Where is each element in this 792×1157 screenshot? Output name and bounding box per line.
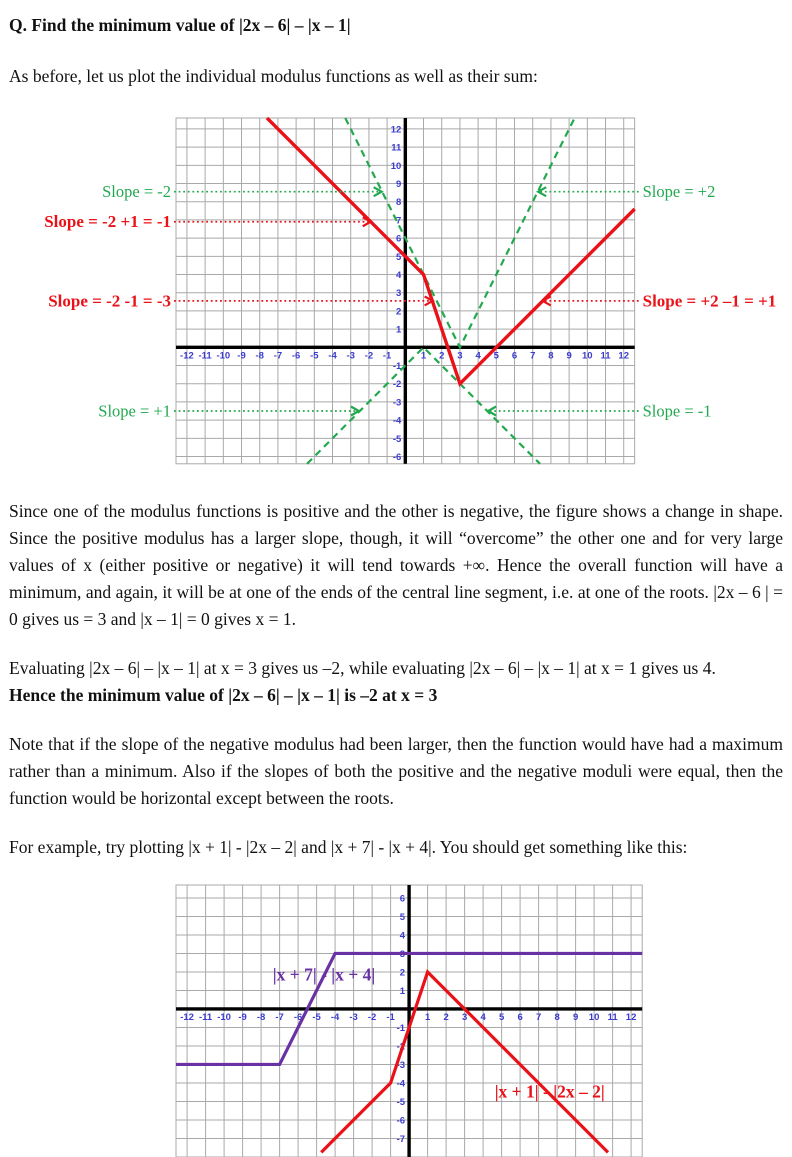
x-tick-label: 2 xyxy=(439,350,445,362)
function-label: |x + 7| - |x + 4| xyxy=(272,964,376,985)
slope-annotation xyxy=(488,402,711,421)
y-tick-label: -2 xyxy=(396,1041,406,1053)
slope-annotation xyxy=(538,182,715,201)
y-tick-label: -3 xyxy=(396,1059,406,1071)
x-tick-label: -10 xyxy=(217,1011,231,1023)
x-tick-label: -6 xyxy=(293,1011,303,1023)
x-tick-label: -2 xyxy=(367,1011,377,1023)
x-tick-label: 4 xyxy=(480,1011,486,1023)
example-plots-chart xyxy=(9,883,792,1157)
axes xyxy=(176,118,635,464)
x-tick-label: -5 xyxy=(312,1011,321,1023)
x-tick-label: 7 xyxy=(535,1011,542,1023)
y-tick-label: -7 xyxy=(396,1133,406,1145)
slope-label: Slope = +2 –1 = +1 xyxy=(642,291,777,311)
x-tick-label: 5 xyxy=(498,1011,505,1023)
x-tick-label: -7 xyxy=(275,1011,284,1023)
x-tick-label: -4 xyxy=(330,1011,340,1023)
y-tick-label: 5 xyxy=(396,251,402,263)
x-tick-label: -9 xyxy=(237,350,246,362)
y-tick-label: -1 xyxy=(396,1022,406,1034)
x-tick-label: 1 xyxy=(424,1011,431,1023)
x-tick-label: -8 xyxy=(256,1011,266,1023)
y-tick-label: 2 xyxy=(396,306,402,318)
y-tick-label: 3 xyxy=(396,288,402,300)
x-tick-label: -12 xyxy=(180,1011,194,1023)
series-sum-function-red xyxy=(267,118,635,384)
slope-label: Slope = -1 xyxy=(642,401,712,421)
x-tick-label: -8 xyxy=(255,350,264,362)
paragraph-evaluation xyxy=(9,655,783,709)
slope-label: Slope = -2 -1 = -3 xyxy=(48,291,171,311)
slope-label: Slope = +2 xyxy=(642,182,716,202)
y-tick-label: -2 xyxy=(392,379,402,391)
y-tick-label: 12 xyxy=(390,124,402,136)
x-tick-label: -11 xyxy=(198,350,212,362)
function-label: |x + 1| - |2x – 2| xyxy=(494,1081,605,1102)
slope-label: Slope = -2 +1 = -1 xyxy=(44,212,171,232)
x-tick-label: 7 xyxy=(530,350,536,362)
paragraph-note: Note that if the slope of the negative modulus had been larger, then the function would have had a maximum rather than a minimum. Also if the slopes of both the positive and the negative moduli were equal, then the function would be horizontal except between the roots. xyxy=(9,734,783,808)
y-tick-label: 1 xyxy=(396,324,402,336)
y-tick-label: 9 xyxy=(396,179,402,191)
y-tick-label: -6 xyxy=(396,1115,406,1127)
slope-label: Slope = -2 xyxy=(102,182,171,202)
x-tick-label: 3 xyxy=(461,1011,468,1023)
conclusion-text: Hence the minimum value of |2x – 6| – |x – 1| is –2 at x = 3 xyxy=(9,685,438,705)
x-tick-label: 2 xyxy=(443,1011,449,1023)
x-tick-label: 12 xyxy=(625,1011,637,1023)
y-tick-label: 3 xyxy=(399,948,406,960)
x-tick-label: 11 xyxy=(607,1011,618,1023)
intro-text: As before, let us plot the individual modulus functions as well as their sum: xyxy=(9,66,538,86)
x-tick-label: -5 xyxy=(310,350,319,362)
x-tick-label: 9 xyxy=(572,1011,579,1023)
paragraph-example: For example, try plotting |x + 1| - |2x – 2| and |x + 7| - |x + 4|. You should get something like this: xyxy=(9,837,688,857)
x-tick-label: 4 xyxy=(475,350,481,362)
x-tick-label: -12 xyxy=(180,350,194,362)
y-tick-label: -5 xyxy=(392,433,402,445)
y-tick-label: 4 xyxy=(396,270,402,282)
y-tick-label: 10 xyxy=(390,160,402,172)
y-tick-label: -4 xyxy=(396,1078,406,1090)
x-tick-label: -1 xyxy=(382,350,392,362)
x-tick-label: -7 xyxy=(273,350,283,362)
slope-annotation xyxy=(48,291,432,310)
x-tick-label: 6 xyxy=(511,350,518,362)
figure-example-plots xyxy=(9,883,783,1157)
y-tick-label: 11 xyxy=(391,142,402,154)
x-tick-label: -9 xyxy=(238,1011,247,1023)
x-tick-label: 1 xyxy=(420,350,427,362)
y-tick-label: -4 xyxy=(392,415,402,427)
y-tick-label: 7 xyxy=(396,215,402,227)
y-tick-label: -1 xyxy=(392,361,402,373)
x-tick-label: -3 xyxy=(349,1011,358,1023)
x-tick-label: -10 xyxy=(216,350,231,362)
y-tick-label: 8 xyxy=(396,197,402,209)
x-tick-label: 9 xyxy=(566,350,572,362)
y-tick-label: -6 xyxy=(392,452,402,464)
x-tick-label: 6 xyxy=(517,1011,523,1023)
slope-label: Slope = +1 xyxy=(98,401,171,421)
y-tick-label: 1 xyxy=(399,985,406,997)
x-tick-label: 11 xyxy=(600,350,611,362)
modulus-sum-chart xyxy=(9,112,792,468)
y-tick-label: -5 xyxy=(396,1096,406,1108)
y-tick-label: 2 xyxy=(399,967,406,979)
x-tick-label: 3 xyxy=(457,350,463,362)
x-tick-label: -3 xyxy=(346,350,355,362)
paragraph-explanation: Since one of the modulus functions is positive and the other is negative, the figure shows a change in shape. Since the positive modulus has a larger slope, though, it will “overcome” the other one and for very large values of x (either positive or negative) it will tend towards +∞. Hence the overall function will have a minimum, and again, it will be at one of the ends of the central line segment, i.e. at one of the roots. |2x – 6 | = 0 gives us = 3 and |x – 1| = 0 gives x = 1. xyxy=(9,501,783,629)
y-tick-label: 6 xyxy=(396,233,402,245)
x-tick-label: 12 xyxy=(618,350,630,362)
x-tick-label: -4 xyxy=(328,350,337,362)
y-tick-label: 6 xyxy=(399,893,406,905)
x-tick-label: 5 xyxy=(493,350,499,362)
x-tick-label: 8 xyxy=(548,350,554,362)
x-tick-label: -6 xyxy=(291,350,301,362)
slope-annotation xyxy=(98,402,359,421)
x-tick-label: 10 xyxy=(588,1011,600,1023)
x-tick-label: 10 xyxy=(582,350,593,362)
y-tick-label: 5 xyxy=(399,911,406,923)
x-tick-label: -11 xyxy=(198,1011,213,1023)
figure-modulus-sum xyxy=(9,112,783,468)
evaluation-text: Evaluating |2x – 6| – |x – 1| at x = 3 gives us –2, while evaluating |2x – 6| – |x – 1| at x = 1 gives us 4. xyxy=(9,658,716,678)
slope-annotation xyxy=(543,291,777,310)
x-tick-label: -2 xyxy=(364,350,374,362)
question-title: Q. Find the minimum value of |2x – 6| – |x – 1| xyxy=(9,15,351,35)
y-tick-label: -3 xyxy=(392,397,402,409)
x-tick-label: -1 xyxy=(386,1011,395,1023)
slope-annotation xyxy=(44,212,371,231)
x-tick-label: 8 xyxy=(554,1011,560,1023)
y-tick-label: 4 xyxy=(399,930,406,942)
